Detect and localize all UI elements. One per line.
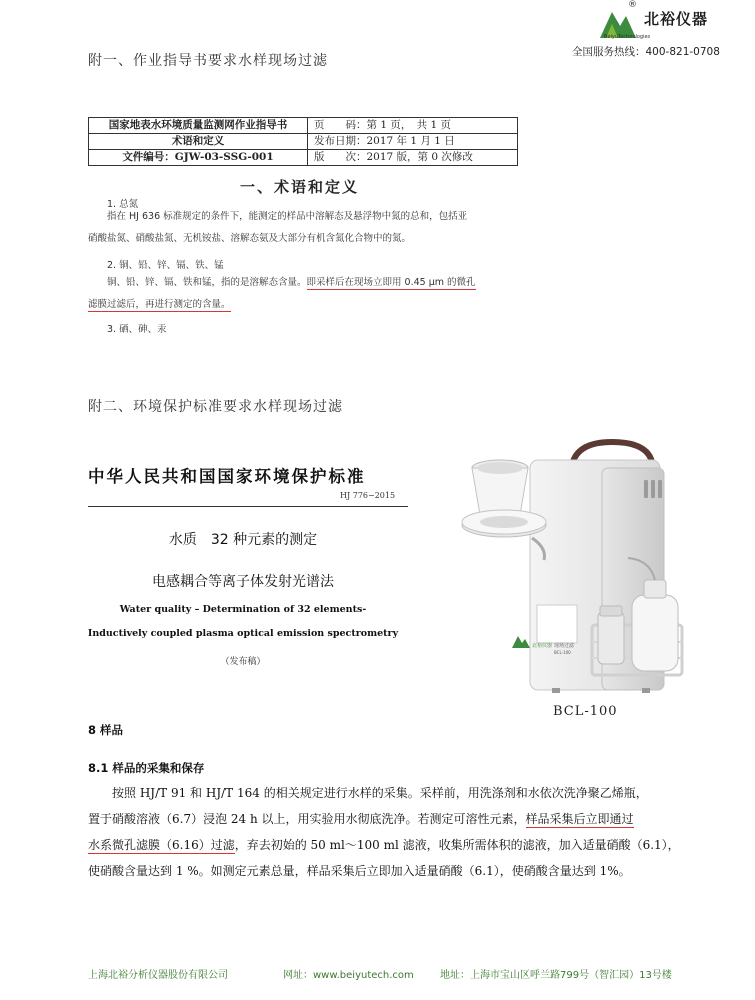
term-item-1: 1. 总氮	[107, 199, 139, 210]
highlighted-text: 即采样后在现场立即用 0.45 μm 的微孔	[306, 277, 476, 288]
standard-draft-note: （发布稿）	[220, 657, 266, 667]
text-line: 指在 HJ 636 标准规定的条件下，能测定的样品中溶解态及悬浮物中氮的总和，包括亚	[107, 211, 468, 222]
text-line: 按照 HJ/T 91 和 HJ/T 164 的相关规定进行水样的采集。采样前，用洗涤剂和水依次洗净聚乙烯瓶，	[112, 786, 648, 800]
device-model-text: BCL-100	[554, 650, 571, 655]
text-line	[88, 272, 538, 294]
term-item-3: 3. 硒、砷、汞	[107, 324, 167, 335]
device-model-label: BCL-100	[553, 704, 618, 719]
footer-company: 上海北裕分析仪器股份有限公司	[88, 970, 228, 981]
standard-subject: 水质 32 种元素的测定	[168, 532, 318, 548]
section-8-heading: 8 样品	[88, 723, 124, 737]
highlighted-text: 水系微孔滤膜（6.16）过滤	[88, 838, 235, 852]
table-cell: 发布日期：2017 年 1 月 1 日	[308, 134, 518, 150]
text-line: 使硝酸含量达到 1 %。如测定元素总量，样品采集后立即加入适量硝酸（6.1），使硝酸含量达到 1%。	[88, 864, 631, 878]
text-line: 硝酸盐氮、硝酸盐氮、无机铵盐、溶解态氨及大部分有机含氮化合物中的氮。	[88, 233, 412, 244]
annex1-heading: 附一、作业指导书要求水样现场过滤	[88, 53, 328, 69]
brand-name: 北裕仪器	[644, 10, 709, 28]
page-footer	[0, 962, 755, 984]
text-line	[88, 294, 538, 316]
divider	[88, 506, 408, 507]
brand-logo	[598, 2, 748, 44]
sample-paragraph	[88, 780, 688, 884]
text-span: 置于硝酸溶液（6.7）浸泡 24 h 以上，用实验用水彻底洗净。若测定可溶性元素，	[88, 812, 526, 826]
footer-address: 地址：上海市宝山区呼兰路799号（智汇园）13号楼	[440, 970, 672, 981]
standard-method: 电感耦合等离子体发射光谱法	[152, 574, 334, 590]
terms-title: 一、术语和定义	[240, 178, 360, 196]
table-cell: 文件编号：GJW-03-SSG-001	[89, 150, 308, 166]
text-span: 铜、铅、锌、镉、铁和锰，指的是溶解态含量。	[107, 277, 307, 288]
table-row	[89, 134, 518, 150]
service-hotline: 全国服务热线：400-821-0708	[572, 46, 720, 58]
standard-title: 中华人民共和国国家环境保护标准	[88, 467, 366, 486]
device-name-text: 现场过滤	[554, 643, 575, 649]
section-8-1-heading: 8.1 样品的采集和保存	[88, 761, 205, 775]
standard-english-title-2: Inductively coupled plasma optical emission spectrometry	[87, 628, 399, 639]
standard-english-title-1: Water quality – Determination of 32 elements-	[119, 604, 367, 615]
term-1-text	[88, 206, 528, 250]
doc-info-table	[88, 117, 518, 166]
brand-subtitle: BeiyuTechnologies	[604, 34, 651, 40]
table-cell: 页 码：第 1 页， 共 1 页	[308, 118, 518, 134]
text-line	[88, 806, 688, 832]
annex2-heading: 附二、环境保护标准要求水样现场过滤	[88, 399, 343, 415]
table-row	[89, 118, 518, 134]
term-item-2: 2. 铜、铅、锌、镉、铁、锰	[107, 260, 224, 271]
text-line	[88, 832, 688, 858]
device-brand-text: 北裕仪器	[532, 643, 553, 649]
term-2-text	[88, 272, 538, 316]
highlighted-text: 滤膜过滤后，再进行测定的含量。	[88, 299, 231, 310]
highlighted-text: 样品采集后立即通过	[525, 812, 634, 826]
table-cell: 术语和定义	[89, 134, 308, 150]
filter-device-image	[452, 430, 702, 700]
registered-mark: ®	[628, 0, 637, 10]
standard-code: HJ 776−2015	[340, 491, 396, 500]
footer-website[interactable]: 网址：www.beiyutech.com	[283, 970, 414, 981]
table-cell: 版 次：2017 版，第 0 次修改	[308, 150, 518, 166]
table-cell: 国家地表水环境质量监测网作业指导书	[89, 118, 308, 134]
table-row	[89, 150, 518, 166]
text-span: ，弃去初始的 50 ml～100 ml 滤液，收集所需体积的滤液，加入适量硝酸（6.1），	[234, 838, 680, 852]
